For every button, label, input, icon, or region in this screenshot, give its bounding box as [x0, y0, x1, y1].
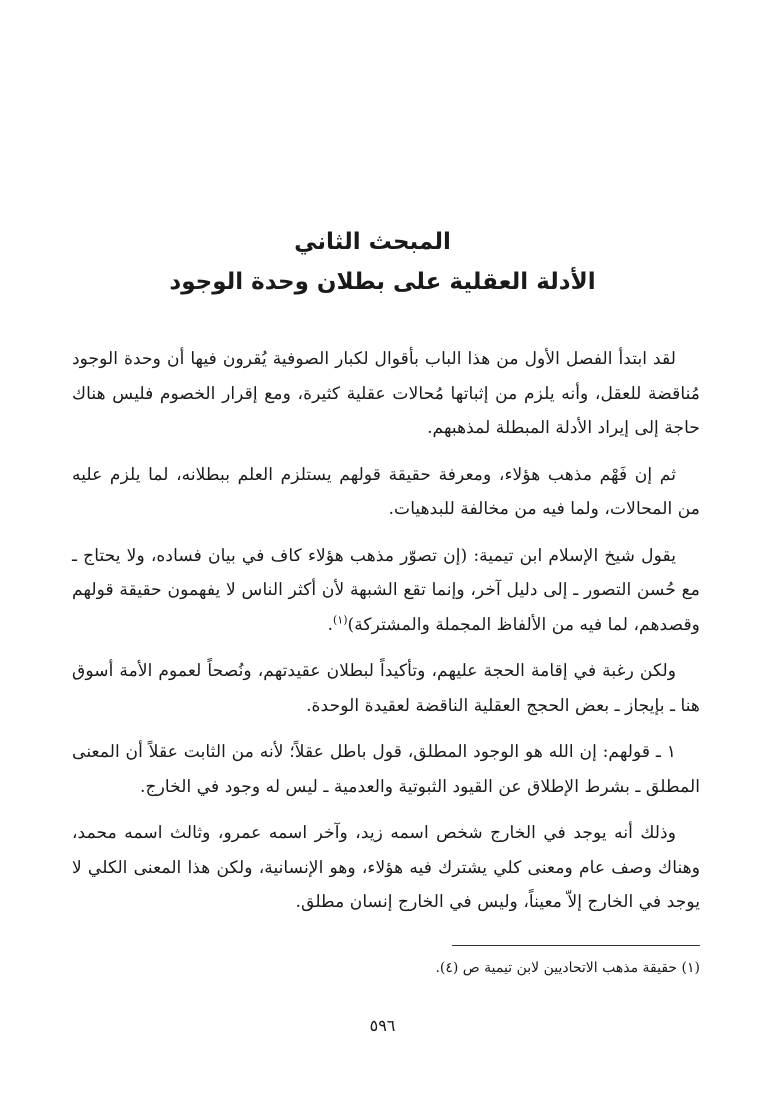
page-number: ٥٩٦ [369, 1016, 396, 1035]
quote-end-period: . [327, 614, 333, 635]
footnote-reference: (١) [333, 612, 348, 626]
paragraph-1: لقد ابتدأ الفصل الأول من هذا الباب بأقوال لكبار الصوفية يُقرون فيها أن وحدة الوجود مُناقضة للعقل، وأنه يلزم من إثباتها مُحالات عقلية كثيرة، ومع إقرار الخصوم فليس هناك حاجة إلى إيراد الأدلة المبطلة لمذهبهم. [72, 349, 700, 438]
footnote-separator [452, 945, 700, 946]
paragraph-4: ولكن رغبة في إقامة الحجة عليهم، وتأكيداً لبطلان عقيدتهم، ونُصحاً لعموم الأمة أسوق هنا ـ بإيجاز ـ بعض الحجج العقلية الناقضة لعقيدة الوحدة. [72, 661, 700, 716]
section-subheading: الأدلة العقلية على بطلان وحدة الوجود [169, 269, 596, 295]
paragraph-3-quote [72, 539, 700, 643]
quote-text: يقول شيخ الإسلام ابن تيمية: (إن تصوّر مذهب هؤلاء كاف في بيان فساده، ولا يحتاج ـ مع حُسن التصور ـ إلى دليل آخر، وإنما تقع الشبهة لأن أكثر الناس لا يفهمون حقيقة قولهم وقصدهم، لما فيه من الألفاظ المجملة والمشتركة) [72, 545, 700, 635]
footnote: (١) حقيقة مذهب الاتحاديين لابن تيمية ص (٤). [435, 960, 700, 976]
section-heading: المبحث الثاني [294, 229, 451, 255]
paragraph-2: ثم إن فَهْم مذهب هؤلاء، ومعرفة حقيقة قولهم يستلزم العلم ببطلانه، لما يلزم عليه من المحالات، ولما فيه من مخالفة للبدهيات. [72, 464, 700, 519]
body-text [72, 342, 700, 932]
numbered-point-1: ١ ـ قولهم: إن الله هو الوجود المطلق، قول باطل عقلاً؛ لأنه من الثابت عقلاً أن المعنى المطلق ـ بشرط الإطلاق عن القيود الثبوتية والعدمية ـ ليس له وجود في الخارج. [72, 742, 700, 797]
chapter-title [70, 222, 695, 302]
paragraph-6: وذلك أنه يوجد في الخارج شخص اسمه زيد، وآخر اسمه عمرو، وثالث اسمه محمد، وهناك وصف عام ومعنى كلي يشترك فيه هؤلاء، وهو الإنسانية، ولكن هذا المعنى الكلي لا يوجد في الخارج إلاّ معيناً، وليس في الخارج إنسان مطلق. [72, 823, 700, 912]
